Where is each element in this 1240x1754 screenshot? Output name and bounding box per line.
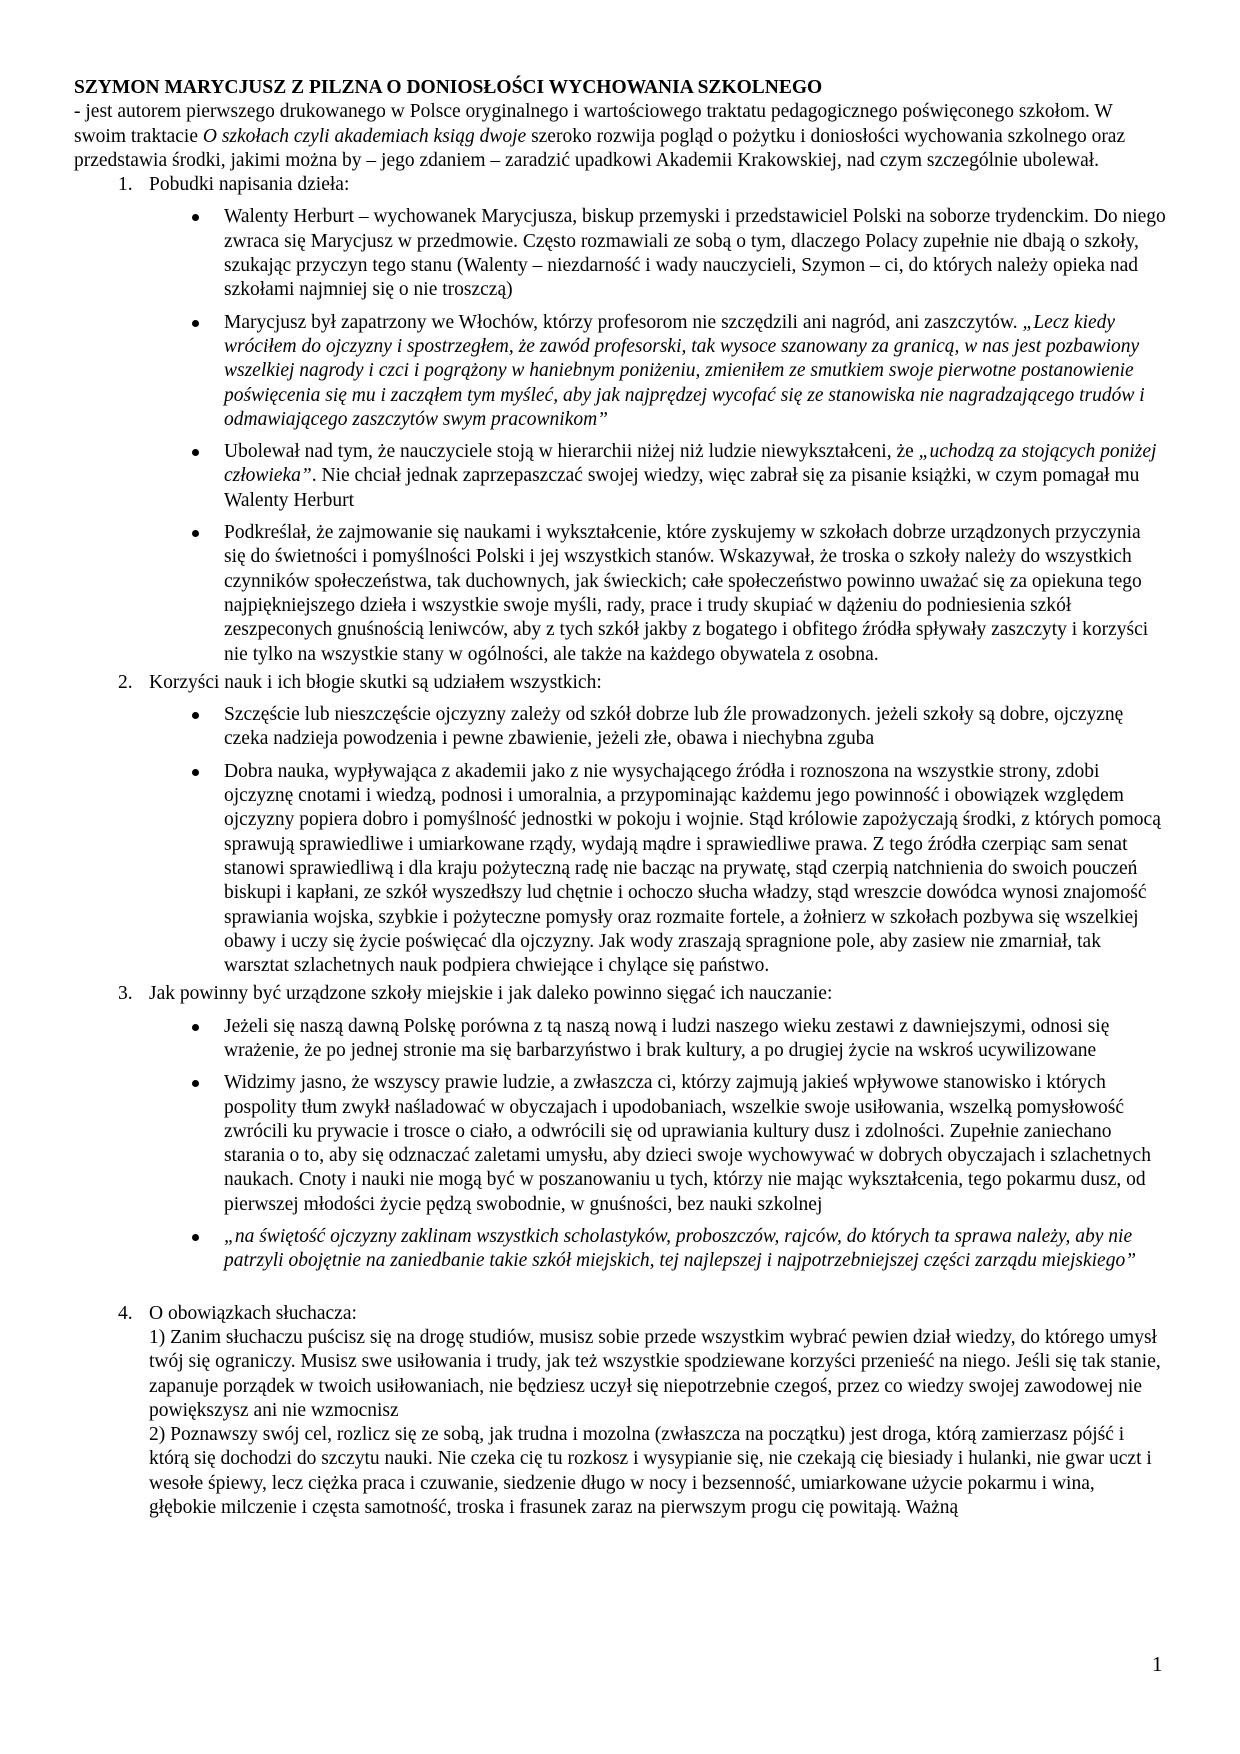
numbered-heading	[74, 1302, 1166, 1326]
bullet-text: Ubolewał nad tym, że nauczyciele stoją w hierarchii niżej niż ludzie niewykształceni, że	[224, 441, 919, 463]
bullet-item	[74, 1071, 1166, 1217]
document-title: SZYMON MARYCJUSZ Z PILZNA O DONIOSŁOŚCI WYCHOWANIA SZKOLNEGO	[74, 77, 823, 98]
bullet-item	[74, 760, 1166, 979]
bullet-icon	[192, 1234, 199, 1241]
bullet-text-cont: . Nie chciał jednak zaprzepaszczać swojej wiedzy, więc zabrał się za pisanie książki, w czym pomagał mu Walenty Herburt	[224, 465, 1140, 511]
numbered-heading	[74, 982, 1166, 1006]
bullet-icon	[192, 320, 199, 327]
bullet-item	[74, 521, 1166, 667]
bullet-quote: „uchodzą za stojących poniżej człowieka”	[224, 441, 1157, 487]
bullet-text: Widzimy jasno, że wszyscy prawie ludzie, a zwłaszcza ci, którzy zajmują jakieś wpływowe stanowisko i których pospolity tłum zwykł naśladować w obyczajach i upodobaniach, wszelkie swoje usiłowania, wszelką pomysłowość zwrócili ku prywacie i trosce o ciało, a odwrócili się od uprawiania kultury dusz i zdolności. Zupełnie zaniechano starania o to, aby się odznaczać zaletami umysłu, aby dzieci swoje wychowywać w dobrych obyczajach i szlachetnych naukach. Cnoty i nauki nie mogą być w poszanowaniu u tych, którzy nie mając wykształcenia, tego pokarmu dusz, od pierwszej młodości życie pędzą swobodnie, w gnuśności, bez nauki szkolnej	[224, 1072, 1151, 1215]
numbered-heading	[74, 671, 1166, 695]
numbered-paragraph: 1) Zanim słuchaczu puścisz się na drogę studiów, musisz sobie przede wszystkim wybrać pewien dział wiedzy, do którego umysł twój się ograniczy. Musisz swe usiłowania i trudy, jak też wszystkie spodziewane korzyści przenieść na niego. Jeśli się tak stanie, zapanuje porządek w twoich usiłowaniach, nie będziesz uczył się niepotrzebnie czegoś, przez co wiedzy swojej zawodowej nie powiększysz ani nie wzmocnisz	[149, 1326, 1161, 1421]
bullet-icon	[192, 530, 199, 537]
page-number: 1	[1152, 1652, 1163, 1676]
list-number: 2.	[118, 671, 133, 693]
bullet-icon	[192, 214, 199, 221]
numbered-paragraph: 2) Poznawszy swój cel, rozlicz się ze sobą, jak trudna i mozolna (zwłaszcza na początku) jest droga, którą zamierzasz pójść i którą się dochodzi do szczytu nauki. Nie czeka cię tu rozkosz i wysypianie się, nie czekają cię biesiady i hulanki, nie gwar uczt i wesołe śpiewy, lecz ciężka praca i czuwanie, siedzenie długo w nocy i bezsenność, umiarkowane użycie pokarmu i wina, głębokie milczenie i częsta samotność, troska i frasunek zaraz na pierwszym progu cię powitają. Ważną	[149, 1424, 1152, 1519]
section-heading: O obowiązkach słuchacza:	[149, 1302, 357, 1324]
bullet-item	[74, 1225, 1166, 1274]
intro-text: - jest autorem pierwszego drukowanego w Polsce oryginalnego i wartościowego traktatu pedagogicznego poświęconego szkołom. W swoim traktacie	[74, 101, 1113, 147]
document-page	[74, 76, 1166, 1520]
bullet-text: Dobra nauka, wypływająca z akademii jako z nie wysychającego źródła i roznoszona na wszystkie strony, zdobi ojczyznę cnotami i wiedzą, podnosi i umoralnia, a przypominając każdemu jego powinność i obowiązek względem ojczyzny popiera dobro i pomyślność jednostki w pokoju i wojnie. Stąd królowie zapożyczają środki, z których pomocą sprawują sprawiedliwe i umiarkowane rządy, wydają mądre i sprawiedliwe prawa. Z tego źródła czerpiąc sam senat stanowi sprawiedliwą i dla kraju pożyteczną radę nie bacząc na prywatę, stąd czerpią natchnienia do swoich pouczeń biskupi i kapłani, ze szkół wyszedłszy lud chętnie i ochoczo słucha władzy, stąd wreszcie dowódca wynosi znajomość sprawiania wojska, szybkie i pożyteczne pomysły oraz rozmaite fortele, a żołnierz w szkołach pozbywa się wszelkiej obawy i uczy się życie poświęcać dla ojczyzny. Jak wody zraszają spragnione pole, aby zasiew nie zmarniał, tak warsztat szlachetnych nauk podpiera chwiejące i chylące się państwo.	[224, 760, 1161, 977]
bullet-item	[74, 1015, 1166, 1064]
list-number: 4.	[118, 1302, 133, 1324]
book-title: O szkołach czyli akademiach ksiąg dwoje	[202, 125, 527, 147]
bullet-text: Marycjusz był zapatrzony we Włochów, którzy profesorom nie szczędzili ani nagród, ani zaszczytów.	[224, 311, 1023, 333]
bullet-icon	[192, 449, 199, 456]
bullet-text: Jeżeli się naszą dawną Polskę porówna z tą naszą nową i ludzi naszego wieku zestawi z dawniejszymi, odnosi się wrażenie, że po jednej stronie ma się barbarzyństwo i brak kultury, a po drugiej życie na wskroś ucywilizowane	[224, 1015, 1110, 1061]
section-heading: Jak powinny być urządzone szkoły miejskie i jak daleko powinno sięgać ich nauczanie:	[149, 983, 833, 1005]
bullet-item	[74, 311, 1166, 432]
bullet-text: Walenty Herburt – wychowanek Marycjusza, biskup przemyski i przedstawiciel Polski na soborze trydenckim. Do niego zwraca się Marycjusz w przedmowie. Często rozmawiali ze sobą o tym, dlaczego Polacy zupełnie nie dbają o szkoły, szukając przyczyn tego stanu (Walenty – niezdarność i wady nauczycieli, Szymon – ci, do których należy opieka nad szkołami najmniej się o nie troszczą)	[224, 206, 1166, 301]
intro-paragraph	[74, 100, 1166, 173]
bullet-icon	[192, 1024, 199, 1031]
bullet-icon	[192, 1080, 199, 1087]
section-heading: Pobudki napisania dzieła:	[149, 174, 350, 196]
bullet-text: Szczęście lub nieszczęście ojczyzny zależy od szkół dobrze lub źle prowadzonych. jeżeli szkoły są dobre, ojczyznę czeka nadzieja powodzenia i pewne zbawienie, jeżeli złe, obawa i niechybna zguba	[224, 704, 1124, 750]
list-number: 1.	[118, 174, 133, 196]
bullet-item	[74, 205, 1166, 302]
list-number: 3.	[118, 983, 133, 1005]
bullet-text: Podkreślał, że zajmowanie się naukami i wykształcenie, które zyskujemy w szkołach dobrze urządzonych przyczynia się do świetności i pomyślności Polski i jej wszystkich stanów. Wskazywał, że troska o szkoły należy do wszystkich czynników społeczeństwa, tak duchownych, jak świeckich; całe społeczeństwo powinno uważać się za opiekuna tego najpiękniejszego dzieła i wszystkie swoje myśli, rady, prace i trudy skupiać w dążeniu do podniesienia szkół zeszpeconych gnuśnością leniwców, aby z tych szkół jakby z bogatego i obfitego źródła spływały zaszczyty i korzyści nie tylko na wszystkie stany w ogólności, ale także na każdego obywatela z osobna.	[224, 522, 1149, 665]
bullet-quote: „Lecz kiedy wróciłem do ojczyzny i spostrzegłem, że zawód profesorski, tak wysoce szanowany za granicą, w nas jest pozbawiony wszelkiej nagrody i czci i pogrążony w haniebnym poniżeniu, zmieniłem ze smutkiem swoje pierwotne postanowienie poświęcenia się mu i zacząłem tym myśleć, aby jak najprędzej wycofać się ze stanowiska nie nagradzającego trudów i odmawiającego zaszczytów swym pracownikom”	[224, 311, 1145, 430]
bullet-icon	[192, 769, 199, 776]
blank-line	[74, 1274, 1166, 1298]
section-heading: Korzyści nauk i ich błogie skutki są udziałem wszystkich:	[149, 671, 602, 693]
intro-text-cont: szeroko rozwija pogląd o pożytku i doniosłości wychowania szkolnego oraz przedstawia środki, jakimi można by – jego zdaniem – zaradzić upadkowi Akademii Krakowskiej, nad czym szczególnie ubolewał.	[74, 125, 1126, 171]
numbered-heading	[74, 173, 1166, 197]
bullet-quote: „na świętość ojczyzny zaklinam wszystkich scholastyków, proboszczów, rajców, do których ta sprawa należy, aby nie patrzyli obojętnie na zaniedbanie takie szkół miejskich, tej najlepszej i najpotrzebniejszej części zarządu miejskiego”	[224, 1226, 1137, 1272]
bullet-item	[74, 440, 1166, 513]
bullet-icon	[192, 712, 199, 719]
bullet-item	[74, 703, 1166, 752]
sections	[74, 173, 1166, 1520]
